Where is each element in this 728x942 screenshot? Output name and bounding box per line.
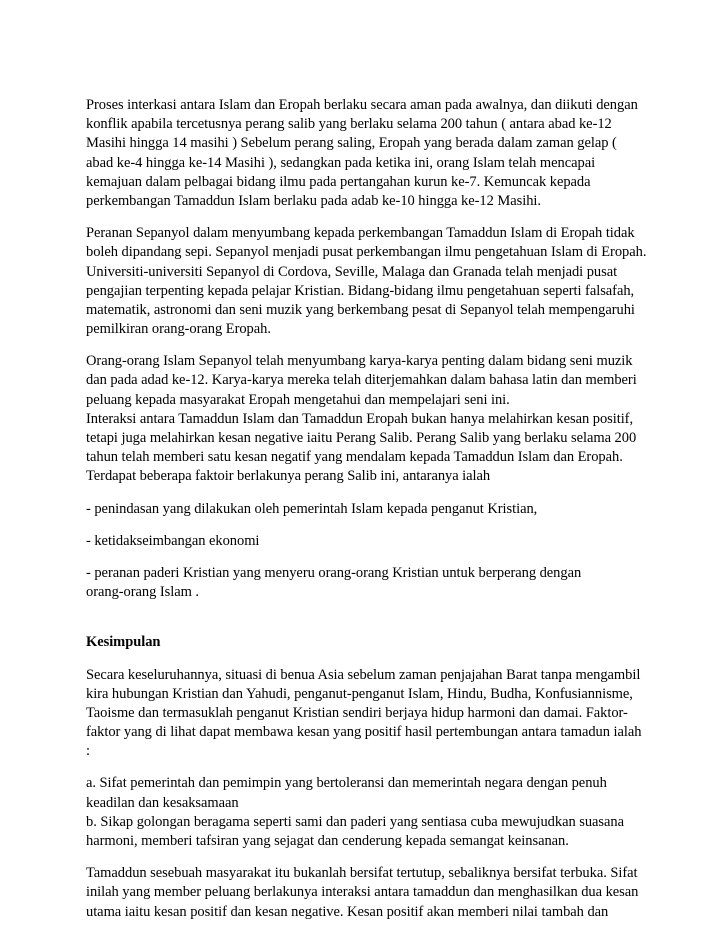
text-line: orang-orang Islam .: [86, 584, 199, 601]
list-item-oppression: [86, 500, 666, 519]
paragraph-positive-factors: [86, 774, 666, 851]
text-line: dan pada adad ke-12. Karya-karya mereka telah diterjemahkan dalam bahasa latin dan memberi: [86, 372, 637, 389]
text-line: inilah yang member peluang berlakunya interaksi antara tamaddun dan menghasilkan dua kesan: [86, 884, 639, 901]
paragraph-conclusion-summary: [86, 666, 666, 762]
text-line: :: [86, 743, 90, 760]
text-line: tetapi juga melahirkan kesan negative iaitu Perang Salib. Perang Salib yang berlaku selama 200: [86, 430, 637, 446]
paragraph-spain-role: [86, 224, 666, 339]
paragraph-civilization-openness: [86, 864, 666, 922]
text-line: a. Sifat pemerintah dan pemimpin yang bertoleransi dan memerintah negara dengan penuh: [86, 775, 607, 792]
text-line: - penindasan yang dilakukan oleh pemerintah Islam kepada penganut Kristian,: [86, 500, 538, 517]
text-line: Taoisme dan termasuklah penganut Kristian sendiri berjaya hidup harmoni dan damai. Faktor-: [86, 704, 628, 721]
text-line: kira hubungan Kristian dan Yahudi, penganut-penganut Islam, Hindu, Budha, Konfusiannisme,: [86, 685, 633, 702]
text-line: pemilkiran orang-orang Eropah.: [86, 321, 271, 338]
text-line: - peranan paderi Kristian yang menyeru orang-orang Kristian untuk berperang dengan: [86, 564, 582, 581]
text-line: matematik, astronomi dan seni muzik yang berkembang pesat di Sepanyol telah mempengaruhi: [86, 301, 635, 318]
text-line: Interaksi antara Tamaddun Islam dan Tamaddun Eropah bukan hanya melahirkan kesan positif,: [86, 410, 634, 427]
text-line: Tamaddun sesebuah masyarakat itu bukanlah bersifat tertutup, sebaliknya bersifat terbuka. Sifat: [86, 865, 638, 882]
section-heading-kesimpulan: Kesimpulan: [86, 634, 161, 651]
paragraph-islam-europe-interaction: [86, 96, 666, 211]
text-line: tahun telah memberi satu kesan negatif yang mendalam kepada Tamaddun Islam dan Eropah.: [86, 449, 623, 466]
text-line: keadilan dan kesaksamaan: [86, 794, 239, 811]
text-line: boleh dipandang sepi. Sepanyol menjadi pusat perkembangan ilmu pengetahuan Islam di Eropah.: [86, 244, 647, 261]
text-line: Peranan Sepanyol dalam menyumbang kepada perkembangan Tamaddun Islam di Eropah tidak: [86, 225, 635, 242]
text-line: pengajian terpenting kepada pelajar Kristian. Bidang-bidang ilmu pengetahuan seperti falsafah,: [86, 282, 635, 299]
text-line: kemajuan dalam pelbagai bidang ilmu pada pertangahan kurun ke-7. Kemuncak kepada: [86, 173, 591, 190]
text-line: Orang-orang Islam Sepanyol telah menyumbang karya-karya penting dalam bidang seni muzik: [86, 353, 633, 370]
text-line: utama iaitu kesan positif dan kesan negative. Kesan positif akan memberi nilai tambah dan: [86, 903, 609, 920]
text-line: Terdapat beberapa faktoir berlakunya perang Salib ini, antaranya ialah: [86, 468, 491, 485]
text-line: Universiti-universiti Sepanyol di Cordova, Seville, Malaga dan Granada telah menjadi pusat: [86, 263, 618, 280]
text-line: peluang kepada masyarakat Eropah mengetahui dan mempelajari seni ini.: [86, 391, 510, 408]
text-line: b. Sikap golongan beragama seperti sami dan paderi yang sentiasa cuba mewujudkan suasana: [86, 813, 624, 830]
text-line: abad ke-4 hingga ke-14 Masihi ), sedangkan pada ketika ini, orang Islam telah mencapai: [86, 154, 596, 171]
text-line: faktor yang di lihat dapat membawa kesan yang positif hasil pertembungan antara tamadun ialah: [86, 724, 642, 741]
list-item-economic-imbalance: [86, 532, 666, 551]
text-line: konflik apabila tercetusnya perang salib yang berlaku selama 200 tahun ( antara abad ke-12: [86, 116, 612, 133]
text-line: - ketidakseimbangan ekonomi: [86, 532, 260, 549]
document-body: [86, 96, 666, 935]
text-line: harmoni, memberi tafsiran yang sejagat dan cenderung kepada semangat keinsanan.: [86, 833, 569, 849]
text-line: Proses interkasi antara Islam dan Eropah berlaku secara aman pada awalnya, dan diikuti dengan: [86, 97, 638, 113]
text-line: Secara keseluruhannya, situasi di benua Asia sebelum zaman penjajahan Barat tanpa mengambil: [86, 666, 641, 683]
paragraph-crusades: [86, 352, 666, 486]
text-line: Masihi hingga 14 masihi ) Sebelum perang saling, Eropah yang berada dalam zaman gelap (: [86, 135, 617, 152]
text-line: perkembangan Tamaddun Islam berlaku pada adab ke-10 hingga ke-12 Masihi.: [86, 192, 541, 209]
list-item-priests-role: [86, 564, 666, 602]
